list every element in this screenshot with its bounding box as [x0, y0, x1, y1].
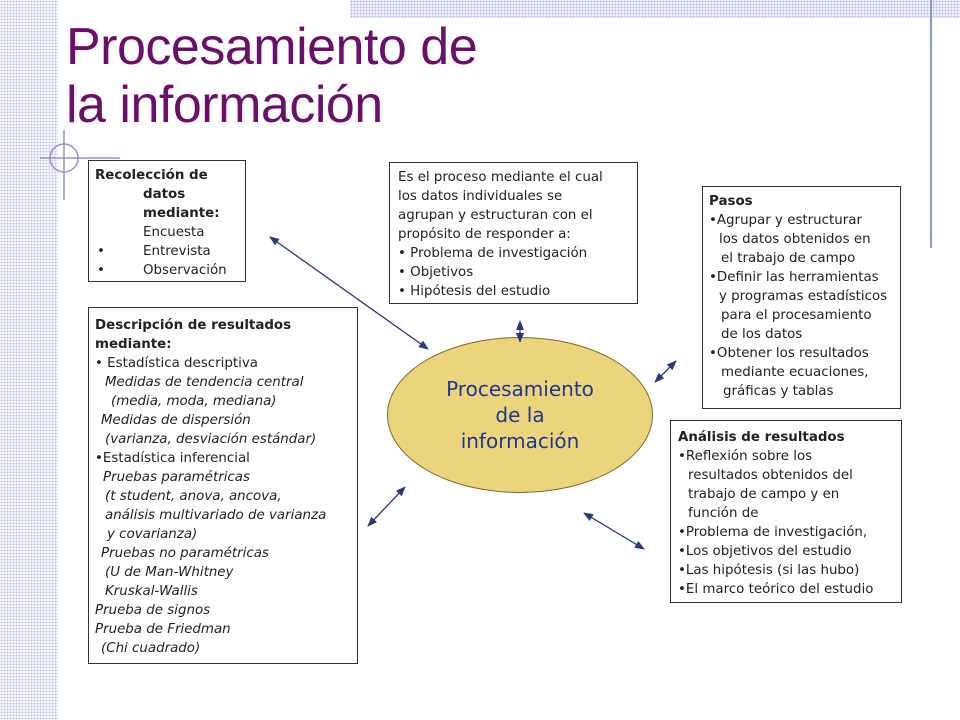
- descripcion-line: Medidas de tendencia central: [105, 375, 304, 390]
- descripcion-line: Kruskal-Wallis: [105, 584, 198, 599]
- descripcion-line: •Estadística inferencial: [95, 451, 250, 466]
- analisis-heading: Análisis de resultados: [678, 430, 845, 445]
- descripcion-line: Prueba de Friedman: [95, 622, 231, 637]
- analisis-line: •Las hipótesis (si las hubo): [678, 563, 860, 578]
- definicion-item: • Hipótesis del estudio: [398, 284, 551, 299]
- descripcion-heading: mediante:: [95, 337, 172, 352]
- definicion-item: • Problema de investigación: [398, 246, 588, 261]
- analisis-line: •Los objetivos del estudio: [678, 544, 852, 559]
- analisis-line: trabajo de campo y en: [688, 487, 840, 502]
- recoleccion-line: datos: [143, 187, 186, 202]
- analisis-line: •Problema de investigación,: [678, 525, 868, 540]
- descripcion-line: Pruebas no paramétricas: [101, 546, 269, 561]
- descripcion-line: análisis multivariado de varianza: [105, 508, 327, 523]
- definicion-line: Es el proceso mediante el cual: [398, 170, 603, 185]
- descripcion-line: y covarianza): [107, 527, 198, 542]
- analisis-line: resultados obtenidos del: [688, 468, 853, 483]
- pasos-line: el trabajo de campo: [721, 251, 856, 266]
- definicion-line: los datos individuales se: [398, 189, 563, 204]
- definicion-line: agrupan y estructuran con el: [398, 208, 593, 223]
- arrow-recoleccion: [270, 237, 428, 349]
- pasos-line: gráficas y tablas: [723, 384, 834, 399]
- pasos-line: los datos obtenidos en: [719, 232, 871, 247]
- analisis-line: •El marco teórico del estudio: [678, 582, 874, 597]
- definicion-line: propósito de responder a:: [398, 227, 571, 242]
- descripcion-line: (Chi cuadrado): [101, 641, 201, 656]
- recoleccion-item-encuesta: Encuesta: [143, 225, 205, 240]
- pasos-line: para el procesamiento: [721, 308, 872, 323]
- recoleccion-item-text: Entrevista: [143, 244, 211, 259]
- title-line-1: Procesamiento de: [66, 18, 478, 76]
- descripcion-line: • Estadística descriptiva: [95, 356, 258, 371]
- descripcion-line: (t student, anova, ancova,: [105, 489, 282, 504]
- arrow-analisis: [584, 513, 644, 549]
- pasos-line: •Agrupar y estructurar: [709, 213, 862, 228]
- bullet: •: [97, 244, 105, 259]
- center-line-2: de la: [495, 403, 545, 427]
- analisis-line: •Reflexión sobre los: [678, 449, 813, 464]
- descripcion-line: (media, moda, mediana): [111, 394, 277, 409]
- descripcion-line: Pruebas paramétricas: [103, 470, 250, 485]
- descripcion-line: Prueba de signos: [95, 603, 211, 618]
- pasos-line: de los datos: [721, 327, 803, 342]
- analisis-line: función de: [688, 506, 759, 521]
- pasos-line: •Obtener los resultados: [709, 346, 869, 361]
- recoleccion-item-text: Observación: [143, 263, 227, 278]
- descripcion-line: Medidas de dispersión: [101, 413, 251, 428]
- center-line-3: información: [460, 429, 580, 453]
- descripcion-heading: Descripción de resultados: [95, 318, 292, 333]
- pasos-line: y programas estadísticos: [719, 289, 888, 304]
- descripcion-line: (U de Man-Whitney: [105, 565, 234, 580]
- bullet: •: [97, 263, 105, 278]
- recoleccion-heading: Recolección de: [95, 168, 208, 183]
- descripcion-line: (varianza, desviación estándar): [105, 432, 317, 447]
- recoleccion-line: mediante:: [143, 206, 220, 221]
- arrow-descripcion: [368, 487, 405, 526]
- center-line-1: Procesamiento: [446, 377, 594, 401]
- pasos-line: •Definir las herramientas: [709, 270, 879, 285]
- arrow-pasos: [655, 361, 676, 382]
- definicion-item: • Objetivos: [398, 265, 474, 280]
- pasos-line: mediante ecuaciones,: [721, 365, 869, 380]
- pasos-heading: Pasos: [709, 194, 753, 209]
- title-line-2: la información: [66, 76, 383, 134]
